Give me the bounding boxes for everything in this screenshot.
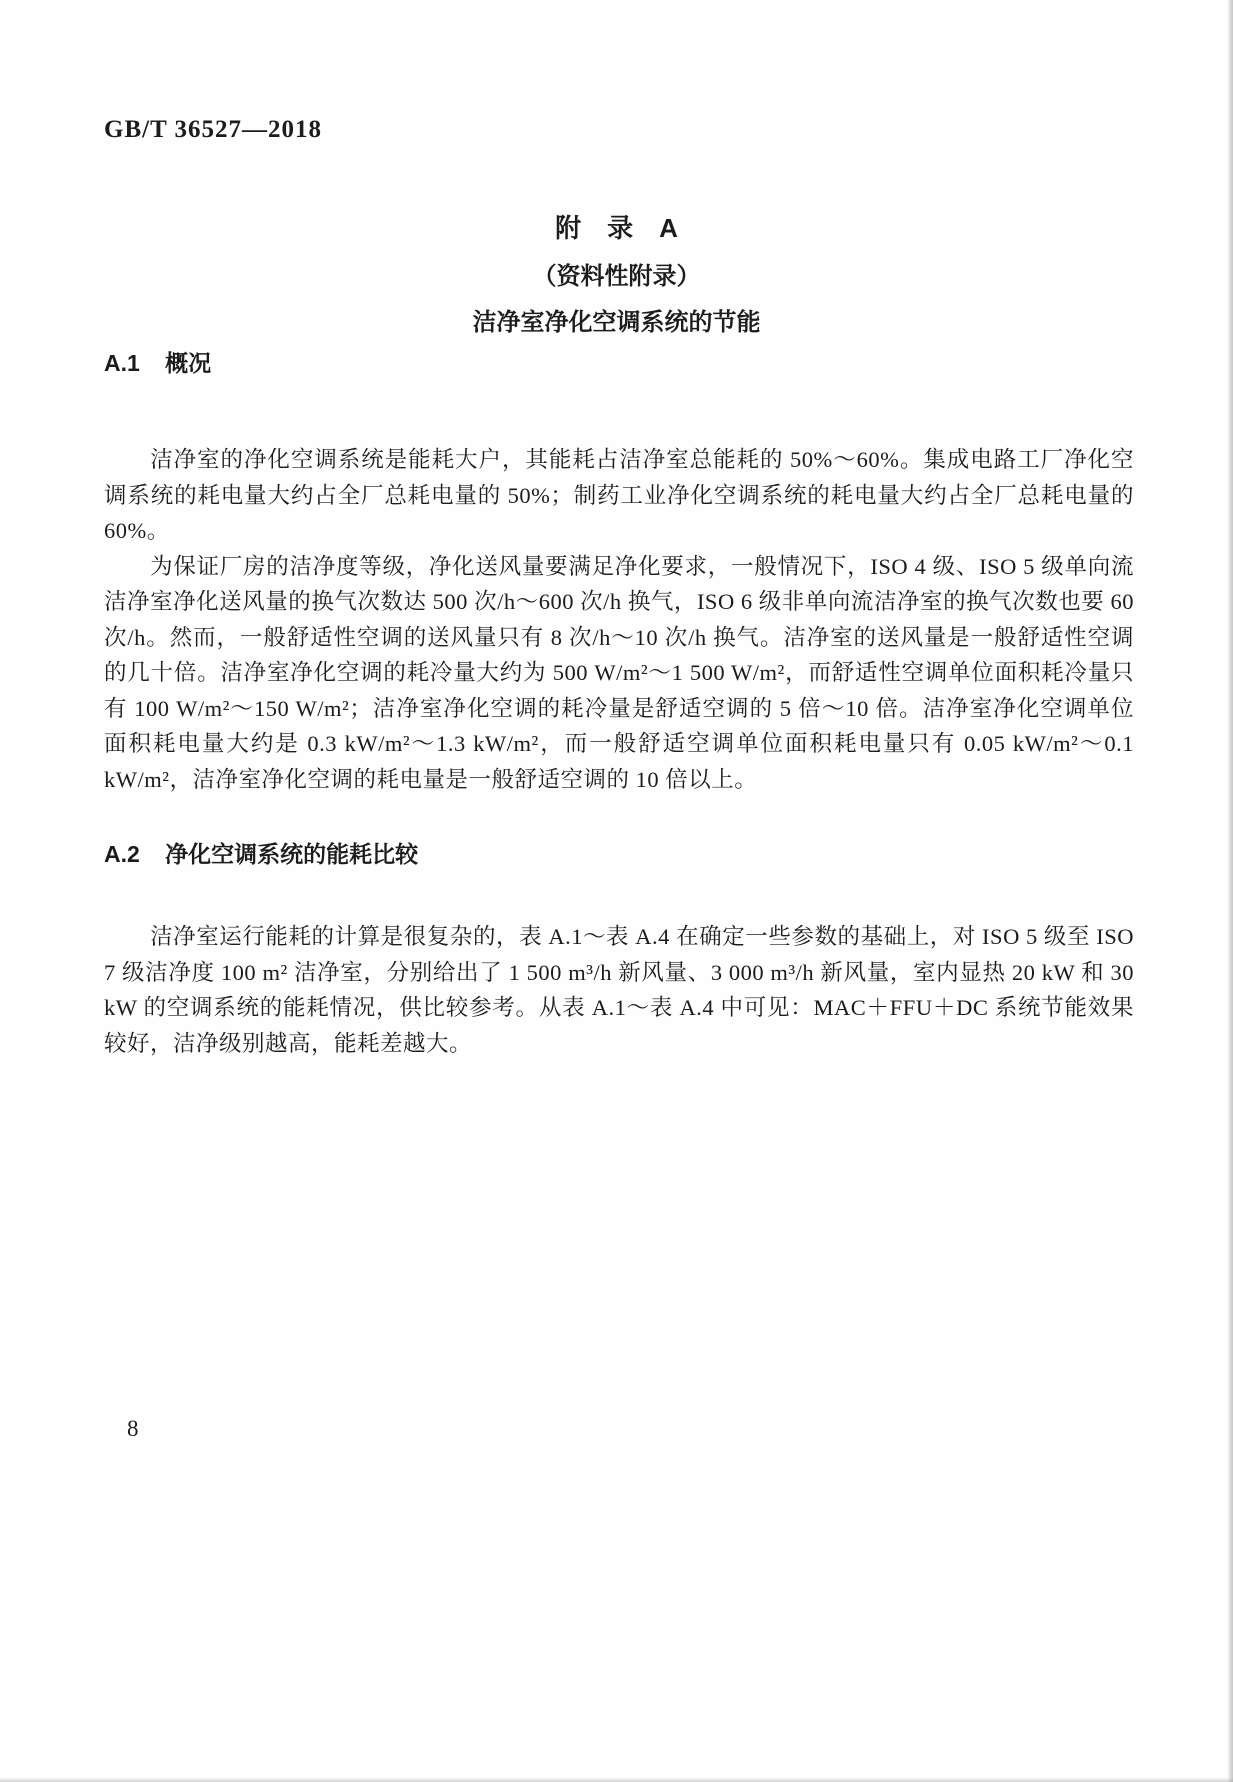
section-title: 概况 — [165, 350, 212, 376]
body-paragraph: 为保证厂房的洁净度等级，净化送风量要满足净化要求，一般情况下，ISO 4 级、ISO 5 级单向流洁净室净化送风量的换气次数达 500 次/h～600 次/h 换气，ISO 6 级非单向流洁净室的换气次数也要 60 次/h。然而，一般舒适性空调的送风量只有 8 次/h～10 次/h 换气。洁净室的送风量是一般舒适性空调的几十倍。洁净室净化空调的耗冷量大约为 500 W/m²～1 500 W/m²，而舒适性空调单位面积耗冷量只有 100 W/m²～150 W/m²；洁净室净化空调的耗冷量是舒适空调的 5 倍～10 倍。洁净室净化空调单位面积耗电量大约是 0.3 kW/m²～1.3 kW/m²，而一般舒适空调单位面积耗电量只有 0.05 kW/m²～0.1 kW/m²，洁净室净化空调的耗电量是一般舒适空调的 10 倍以上。 — [104, 553, 1134, 792]
body-paragraph: 洁净室运行能耗的计算是很复杂的，表 A.1～表 A.4 在确定一些参数的基础上，对 ISO 5 级至 ISO 7 级洁净度 100 m² 洁净室，分别给出了 1 500 m³/h 新风量、3 000 m³/h 新风量，室内显热 20 kW 和 30 kW 的空调系统的能耗情况，供比较参考。从表 A.1～表 A.4 中可见：MAC＋FFU＋DC 系统节能效果较好，洁净级别越高，能耗差越大。 — [104, 924, 1134, 1056]
body-paragraph: 洁净室的净化空调系统是能耗大户，其能耗占洁净室总能耗的 50%～60%。集成电路工厂净化空调系统的耗电量大约占全厂总耗电量的 50%；制药工业净化空调系统的耗电量大约占全厂总耗电量的 60%。 — [104, 447, 1134, 543]
standard-number: GB/T 36527—2018 — [104, 116, 323, 143]
page-number: 8 — [127, 1416, 139, 1441]
appendix-title: 附 录 A — [555, 213, 678, 243]
section-number: A.2 — [104, 841, 140, 867]
appendix-title-block — [0, 208, 1233, 337]
section-heading-a2 — [104, 839, 1134, 869]
document-content — [104, 348, 1134, 1061]
appendix-subject: 洁净室净化空调系统的节能 — [472, 309, 761, 336]
section-heading-a1 — [104, 348, 1134, 378]
scan-edge-bottom — [0, 1778, 1233, 1782]
section-number: A.1 — [104, 350, 140, 376]
section-title: 净化空调系统的能耗比较 — [165, 841, 419, 867]
appendix-subtitle: （资料性附录） — [532, 263, 701, 290]
